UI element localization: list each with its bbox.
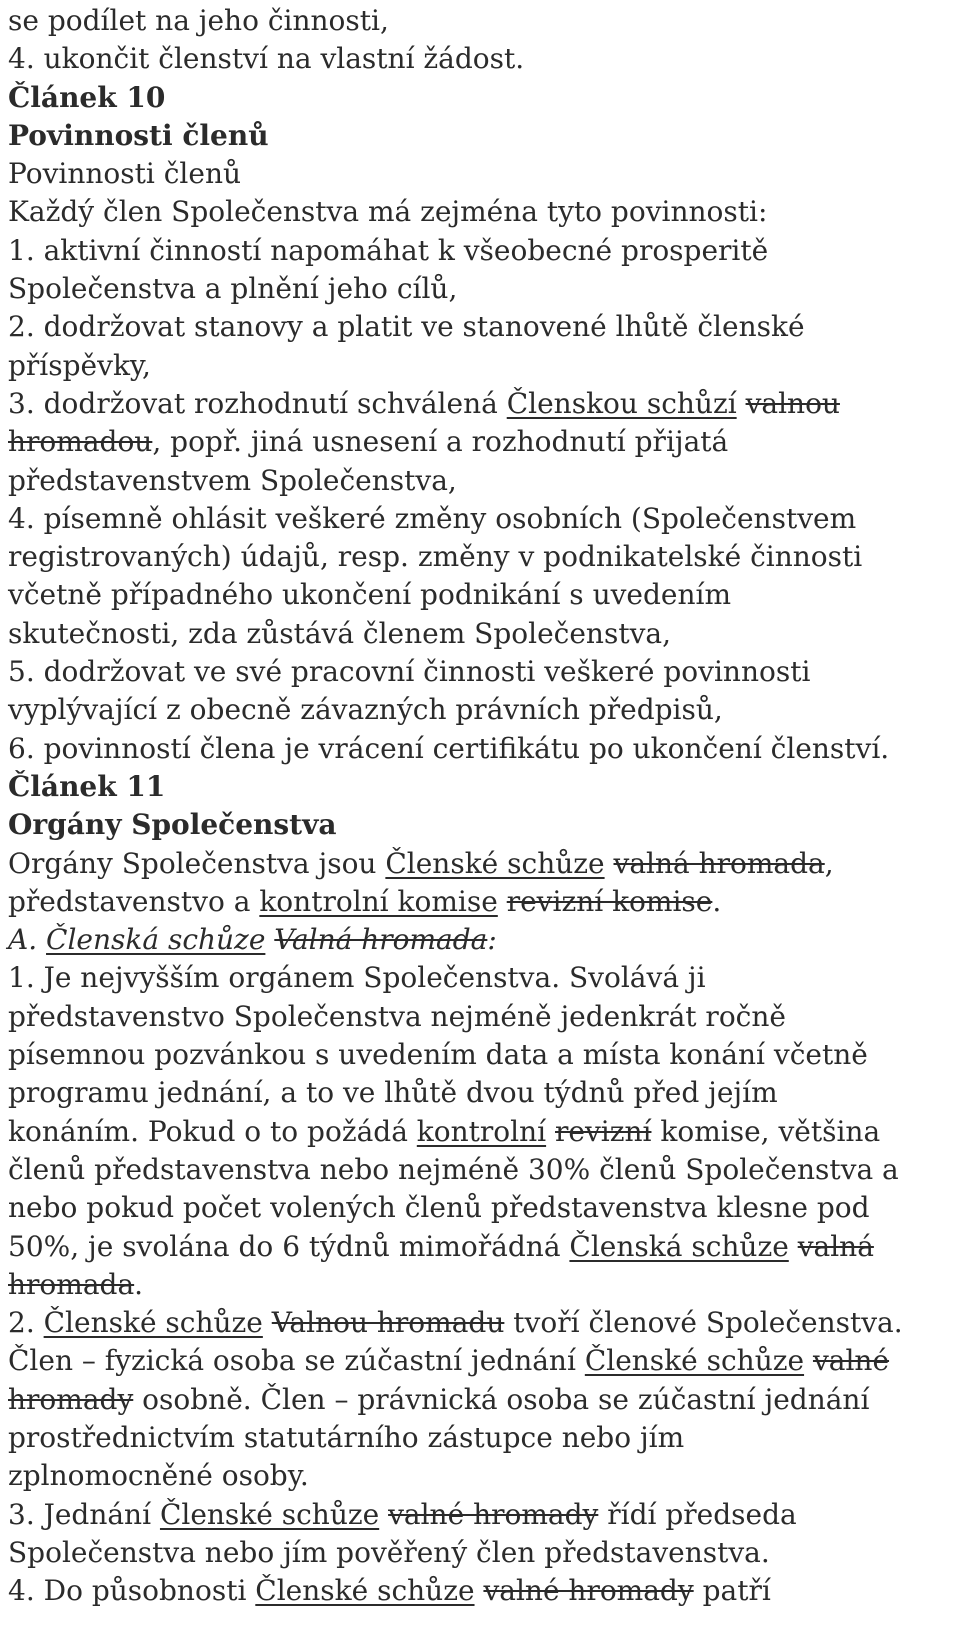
deleted-text: Valnou hromadu: [271, 1306, 505, 1340]
text-line: [8, 1266, 952, 1304]
text-run: tvoří členové Společenstva.: [504, 1306, 903, 1340]
text-line: [8, 1228, 952, 1266]
text-run: 4. Do působnosti: [8, 1574, 256, 1608]
inserted-text: Členské schůze: [43, 1306, 263, 1340]
text-line: [8, 883, 952, 921]
text-line: včetně případného ukončení podnikání s uvedením: [8, 578, 732, 612]
text-run: osobně. Člen – právnická osoba se zúčastní jednání: [133, 1382, 870, 1416]
text-run: .: [134, 1267, 144, 1301]
text-run: řídí předseda: [598, 1497, 797, 1531]
text-line: Společenstva a plnění jeho cílů,: [8, 272, 458, 306]
text-run: .: [712, 884, 722, 918]
text-run: 50%, je svolána do 6 týdnů mimořádná: [8, 1229, 570, 1263]
list-item: 5. dodržovat ve své pracovní činnosti veškeré povinnosti: [8, 655, 811, 689]
inserted-text: Členské schůze: [255, 1574, 475, 1608]
text-run: A.: [8, 923, 47, 957]
text-line: [8, 1342, 952, 1380]
text-line: skutečnosti, zda zůstává členem Společenstva,: [8, 616, 671, 650]
text-line: registrovaných) údajů, resp. změny v podnikatelské činnosti: [8, 540, 863, 574]
list-item: [8, 1496, 952, 1534]
list-item: 1. Je nejvyšším orgánem Společenstva. Svolává ji: [8, 961, 706, 995]
text-line: Každý člen Společenstva má zejména tyto povinnosti:: [8, 195, 768, 229]
text-run: 3. dodržovat rozhodnutí schválená: [8, 386, 507, 420]
text-run: komise, většina: [651, 1114, 881, 1148]
text-line: programu jednání, a to ve lhůtě dvou týdnů před jejím: [8, 1076, 778, 1110]
text-run: [546, 1115, 555, 1148]
text-run: [265, 923, 274, 956]
text-run: [263, 1306, 272, 1339]
text-line: se podílet na jeho činnosti,: [8, 4, 389, 37]
text-run: :: [487, 923, 497, 957]
list-item: 4. písemně ohlásit veškeré změny osobních (Společenstvem: [8, 501, 857, 535]
inserted-text: Členská schůze: [46, 923, 266, 957]
deleted-text: valné hromady: [483, 1574, 694, 1608]
deleted-text: revizní: [555, 1114, 652, 1148]
text-run: [804, 1344, 813, 1377]
text-run: ,: [824, 846, 834, 880]
list-item: [8, 1572, 952, 1610]
text-run: 3. Jednání: [8, 1497, 160, 1531]
inserted-text: Členská schůze: [569, 1229, 789, 1263]
text-run: Člen – fyzická osoba se zúčastní jednání: [8, 1344, 585, 1378]
text-run: konáním. Pokud o to požádá: [8, 1114, 417, 1148]
section-subtitle: Povinnosti členů: [8, 157, 242, 191]
deleted-text: valné hromady: [388, 1497, 599, 1531]
deleted-text: valné: [812, 1344, 890, 1378]
deleted-text: Valná hromada: [274, 923, 488, 957]
text-line: vyplývající z obecně závazných právních předpisů,: [8, 693, 723, 727]
document-body: [8, 2, 952, 1610]
text-run: [789, 1230, 798, 1263]
text-line: představenstvem Společenstva,: [8, 463, 457, 497]
inserted-text: Členské schůze: [159, 1497, 380, 1531]
text-line: prostřednictvím statutárního zástupce nebo jím: [8, 1420, 685, 1454]
list-item: 2. dodržovat stanovy a platit ve stanovené lhůtě členské: [8, 310, 805, 344]
text-run: Orgány Společenstva jsou: [8, 846, 386, 880]
text-line: nebo pokud počet volených členů představenstva klesne pod: [8, 1191, 870, 1225]
text-run: patří: [693, 1574, 771, 1608]
text-line: členů představenstva nebo nejméně 30% členů Společenstva a: [8, 1152, 899, 1186]
inserted-text: Členskou schůzí: [506, 386, 737, 420]
inserted-text: kontrolní komise: [259, 884, 498, 918]
list-item: 4. ukončit členství na vlastní žádost.: [8, 42, 525, 76]
text-line: [8, 423, 952, 461]
list-item: [8, 385, 952, 423]
text-run: 2.: [8, 1306, 44, 1340]
section-heading: [8, 921, 952, 959]
deleted-text: valná: [797, 1229, 874, 1263]
text-run: [498, 885, 507, 918]
list-item: 1. aktivní činností napomáhat k všeobecné prosperitě: [8, 233, 769, 267]
text-line: [8, 1381, 952, 1419]
text-line: Společenstva nebo jím pověřený člen představenstva.: [8, 1535, 770, 1569]
deleted-text: hromadou: [8, 425, 153, 459]
text-line: [8, 1113, 952, 1151]
text-run: , popř. jiná usnesení a rozhodnutí přijatá: [152, 425, 729, 459]
deleted-text: valná hromada: [613, 846, 825, 880]
text-run: [379, 1498, 388, 1531]
deleted-text: valnou: [745, 386, 840, 420]
text-line: příspěvky,: [8, 348, 151, 382]
inserted-text: Členské schůze: [385, 846, 605, 880]
deleted-text: hromada: [8, 1267, 135, 1301]
inserted-text: kontrolní: [416, 1114, 547, 1148]
text-line: písemnou pozvánkou s uvedením data a místa konání včetně: [8, 1038, 868, 1072]
text-line: [8, 845, 952, 883]
list-item: [8, 1304, 952, 1342]
text-run: [605, 847, 614, 880]
deleted-text: revizní komise: [506, 884, 713, 918]
inserted-text: Členské schůze: [584, 1344, 805, 1378]
text-line: zplnomocněné osoby.: [8, 1459, 309, 1493]
article-title: Orgány Společenstva: [8, 808, 337, 842]
deleted-text: hromady: [8, 1382, 134, 1416]
article-number: Článek 10: [8, 80, 166, 114]
text-run: představenstvo a: [8, 884, 260, 918]
list-item: 6. povinností člena je vrácení certifikátu po ukončení členství.: [8, 731, 890, 765]
article-title: Povinnosti členů: [8, 118, 269, 152]
text-run: [737, 387, 746, 420]
text-line: představenstvo Společenstva nejméně jedenkrát ročně: [8, 999, 786, 1033]
article-number: Článek 11: [8, 769, 166, 803]
